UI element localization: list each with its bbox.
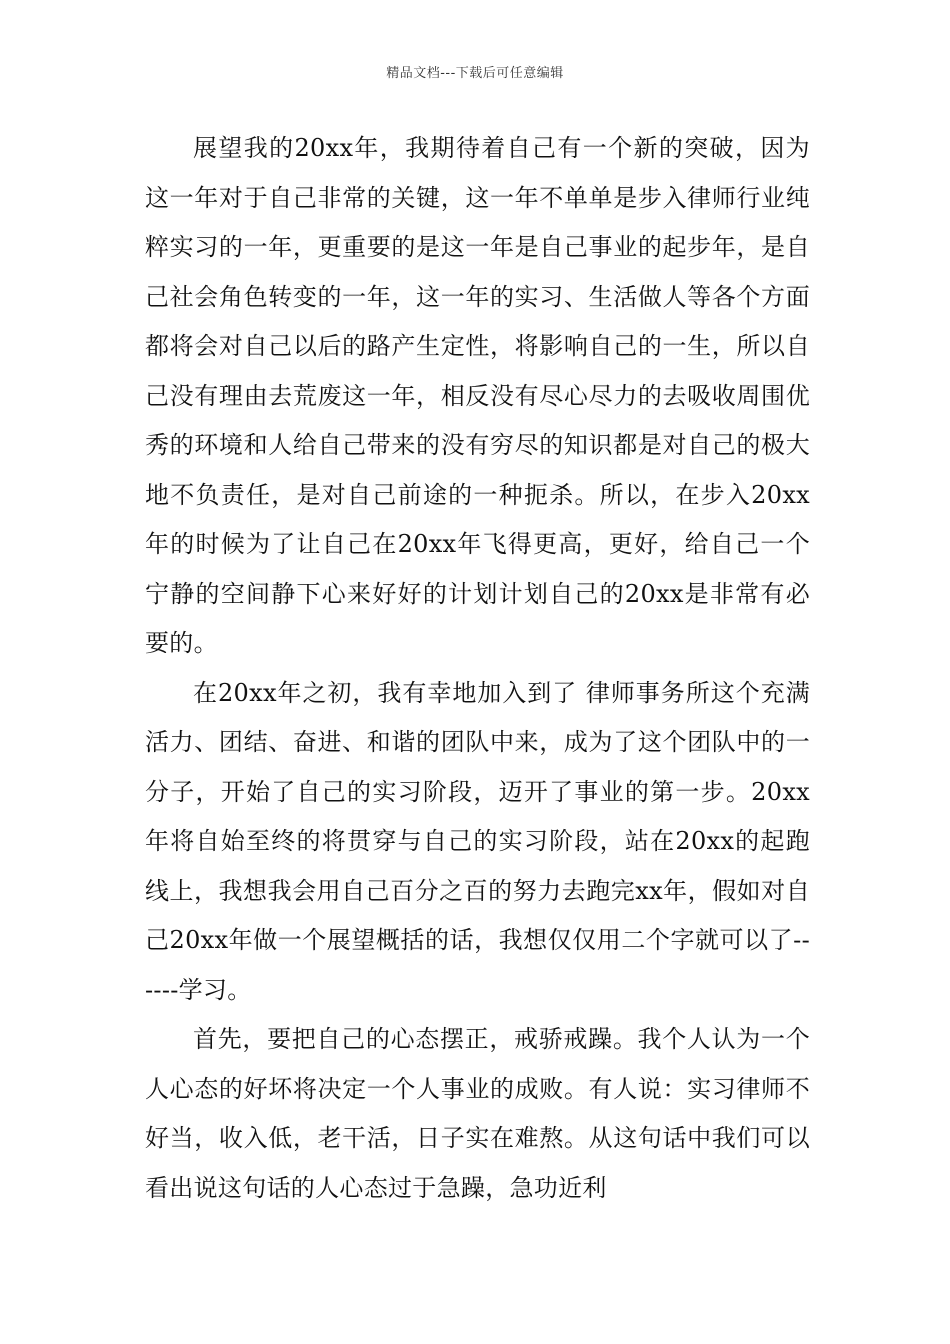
page-header: 精品文档---下载后可任意编辑 (386, 66, 564, 81)
paragraph-3: 首先，要把自己的心态摆正，戒骄戒躁。我个人认为一个人心态的好坏将决定一个人事业的成败。有人说：实习律师不好当，收入低，老干活，日子实在难熬。从这句话中我们可以看出说这句话的人心态过于急躁，急功近利 (145, 1025, 810, 1202)
paragraph-1: 展望我的20xx年，我期待着自己有一个新的突破，因为这一年对于自己非常的关键，这一年不单单是步入律师行业纯粹实习的一年，更重要的是这一年是自己事业的起步年，是自己社会角色转变的一年，这一年的实习、生活做人等各个方面都将会对自己以后的路产生定性，将影响自己的一生，所以自己没有理由去荒废这一年，相反没有尽心尽力的去吸收周围优秀的环境和人给自己带来的没有穷尽的知识都是对自己的极大地不负责任，是对自己前途的一种扼杀。所以，在步入20xx年的时候为了让自己在20xx年飞得更高，更好，给自己一个宁静的空间静下心来好好的计划计划自己的20xx是非常有必要的。 (145, 134, 810, 657)
document-body (145, 124, 810, 1213)
paragraph-2: 在20xx年之初，我有幸地加入到了 律师事务所这个充满活力、团结、奋进、和谐的团队中来，成为了这个团队中的一分子，开始了自己的实习阶段，迈开了事业的第一步。20xx年将自始至终的将贯穿与自己的实习阶段，站在20xx的起跑线上，我想我会用自己百分之百的努力去跑完xx年，假如对自己20xx年做一个展望概括的话，我想仅仅用二个字就可以了------学习。 (145, 678, 810, 1004)
